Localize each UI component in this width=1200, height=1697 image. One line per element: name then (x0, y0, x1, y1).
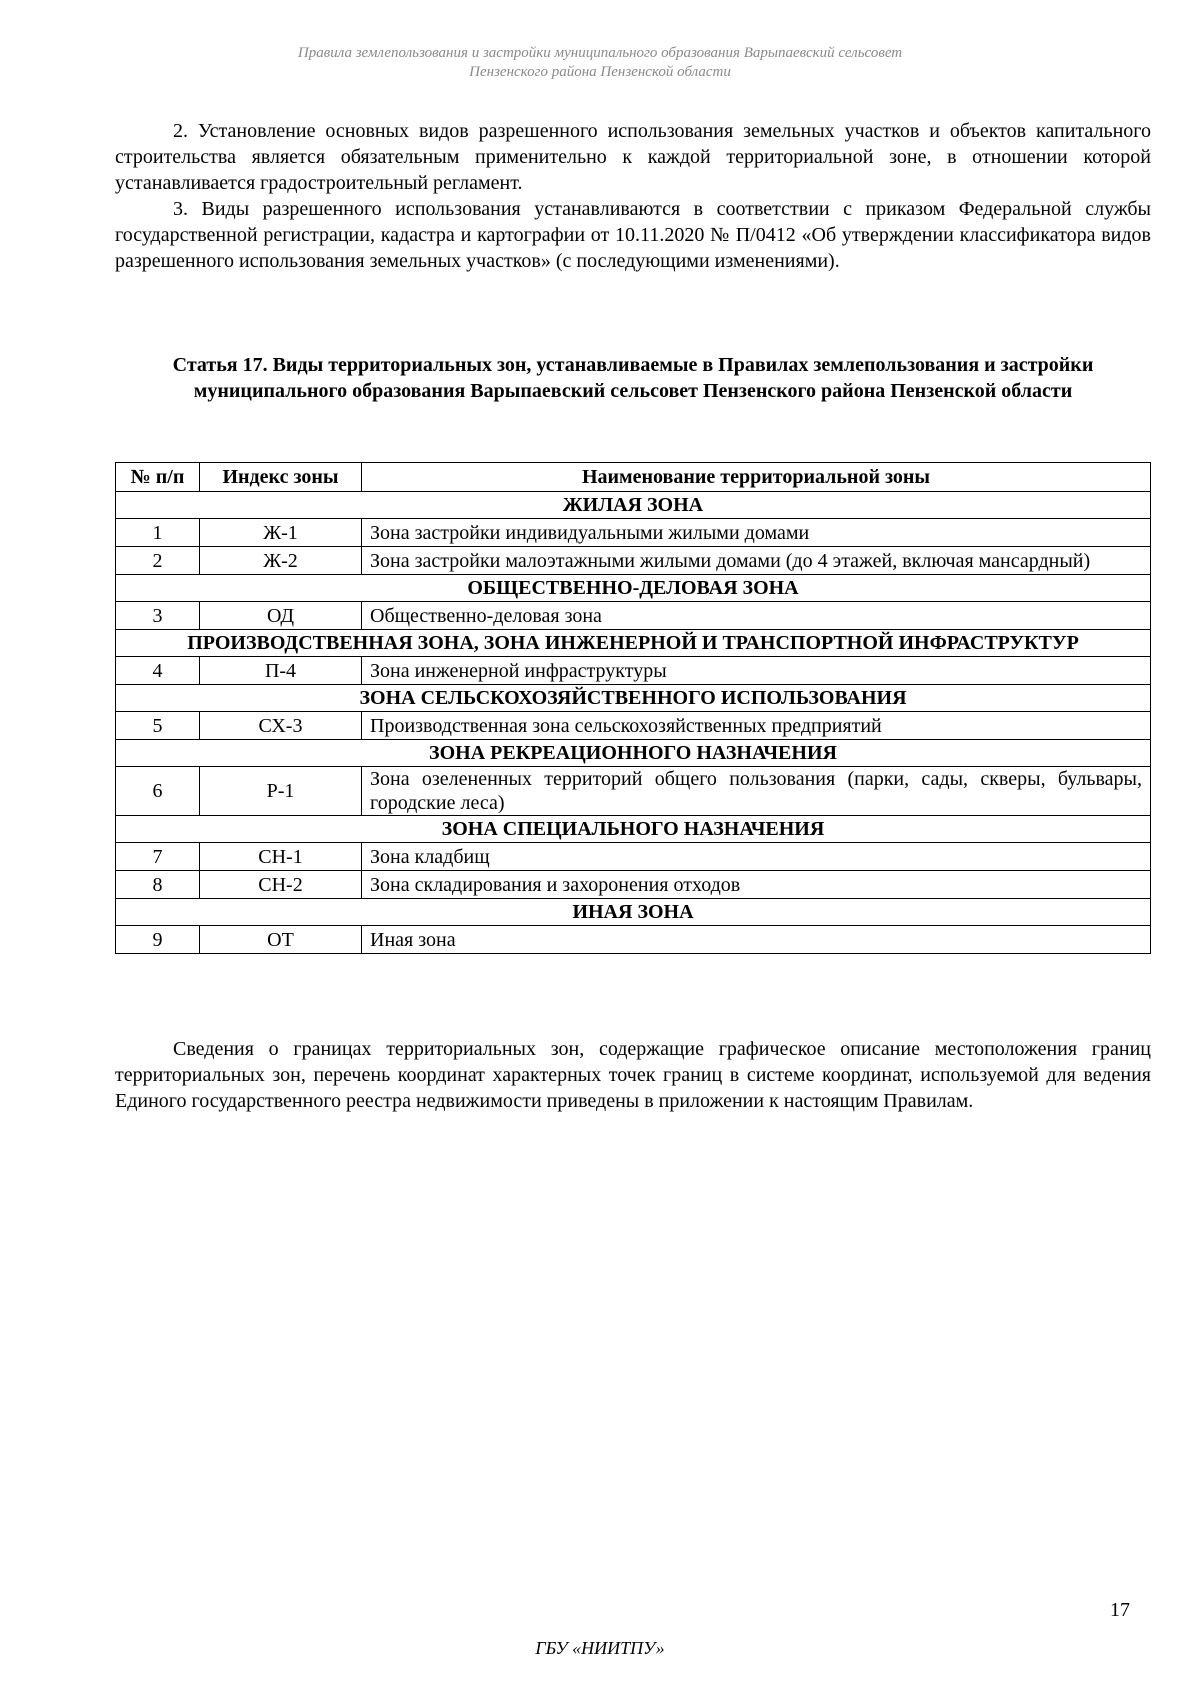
header-index: Индекс зоны (200, 463, 362, 492)
table-row (116, 519, 1151, 547)
page-number: 17 (1110, 1599, 1130, 1621)
section-row (116, 575, 1151, 602)
section-title: ИНАЯ ЗОНА (116, 899, 1151, 926)
row-index: Ж-2 (200, 547, 362, 575)
row-index: ОД (200, 602, 362, 630)
row-num: 2 (116, 547, 200, 575)
section-title: ЗОНА РЕКРЕАЦИОННОГО НАЗНАЧЕНИЯ (116, 740, 1151, 767)
section-row (116, 899, 1151, 926)
zones-table (115, 462, 1151, 954)
row-index: ОТ (200, 926, 362, 954)
row-num: 1 (116, 519, 200, 547)
row-name: Иная зона (362, 926, 1151, 954)
section-row (116, 492, 1151, 519)
table-header-row (116, 463, 1151, 492)
row-name: Зона озелененных территорий общего пользования (парки, сады, скверы, бульвары, городские леса) (362, 767, 1151, 816)
row-num: 4 (116, 657, 200, 685)
paragraph-2: 2. Установление основных видов разрешенного использования земельных участков и объектов капитального строительства является обязательным применительно к каждой территориальной зоне, в отношении которой устанавливается градостроительный регламент. (115, 120, 1151, 194)
row-name: Зона кладбищ (362, 843, 1151, 871)
table-row (116, 843, 1151, 871)
section-row (116, 816, 1151, 843)
row-num: 7 (116, 843, 200, 871)
row-num: 6 (116, 767, 200, 816)
header-name: Наименование территориальной зоны (362, 463, 1151, 492)
section-row (116, 685, 1151, 712)
row-num: 5 (116, 712, 200, 740)
running-header (0, 44, 1200, 82)
table-row (116, 926, 1151, 954)
table-row (116, 871, 1151, 899)
row-index: П-4 (200, 657, 362, 685)
row-index: СН-2 (200, 871, 362, 899)
header-line-2: Пензенского района Пензенской области (469, 64, 731, 80)
row-num: 8 (116, 871, 200, 899)
section-title: ПРОИЗВОДСТВЕННАЯ ЗОНА, ЗОНА ИНЖЕНЕРНОЙ И ТРАНСПОРТНОЙ ИНФРАСТРУКТУР (116, 630, 1151, 657)
paragraph-3: 3. Виды разрешенного использования устанавливаются в соответствии с приказом Федеральной службы государственной регистрации, кадастра и картографии от 10.11.2020 № П/0412 «Об утверждении классификатора видов разрешенного использования земельных участков» (с последующими изменениями). (115, 198, 1151, 272)
table-row (116, 602, 1151, 630)
table-row (116, 767, 1151, 816)
row-name: Зона инженерной инфраструктуры (362, 657, 1151, 685)
section-row (116, 630, 1151, 657)
table-row (116, 657, 1151, 685)
footer-organization: ГБУ «НИИТПУ» (535, 1638, 665, 1658)
header-num: № п/п (116, 463, 200, 492)
row-index: СХ-3 (200, 712, 362, 740)
section-title: ОБЩЕСТВЕННО-ДЕЛОВАЯ ЗОНА (116, 575, 1151, 602)
row-num: 3 (116, 602, 200, 630)
row-index: Ж-1 (200, 519, 362, 547)
row-name: Производственная зона сельскохозяйственных предприятий (362, 712, 1151, 740)
section-row (116, 740, 1151, 767)
article-title: Статья 17. Виды территориальных зон, устанавливаемые в Правилах землепользования и застройки муниципального образования Варыпаевский сельсовет Пензенского района Пензенской области (172, 354, 1094, 402)
row-name: Общественно-деловая зона (362, 602, 1151, 630)
paragraph-zone-boundaries: Сведения о границах территориальных зон, содержащие графическое описание местоположения границ территориальных зон, перечень координат характерных точек границ в системе координат, используемой для ведения Единого государственного реестра недвижимости приведены в приложении к настоящим Правилам. (115, 1038, 1151, 1112)
row-num: 9 (116, 926, 200, 954)
row-name: Зона застройки индивидуальными жилыми домами (362, 519, 1151, 547)
row-name: Зона складирования и захоронения отходов (362, 871, 1151, 899)
table-row (116, 547, 1151, 575)
row-name: Зона застройки малоэтажными жилыми домами (до 4 этажей, включая мансардный) (362, 547, 1151, 575)
row-index: СН-1 (200, 843, 362, 871)
section-title: ЗОНА СЕЛЬСКОХОЗЯЙСТВЕННОГО ИСПОЛЬЗОВАНИЯ (116, 685, 1151, 712)
table-row (116, 712, 1151, 740)
section-title: ЖИЛАЯ ЗОНА (116, 492, 1151, 519)
header-line-1: Правила землепользования и застройки муниципального образования Варыпаевский сельсовет (297, 45, 903, 61)
section-title: ЗОНА СПЕЦИАЛЬНОГО НАЗНАЧЕНИЯ (116, 816, 1151, 843)
row-index: Р-1 (200, 767, 362, 816)
